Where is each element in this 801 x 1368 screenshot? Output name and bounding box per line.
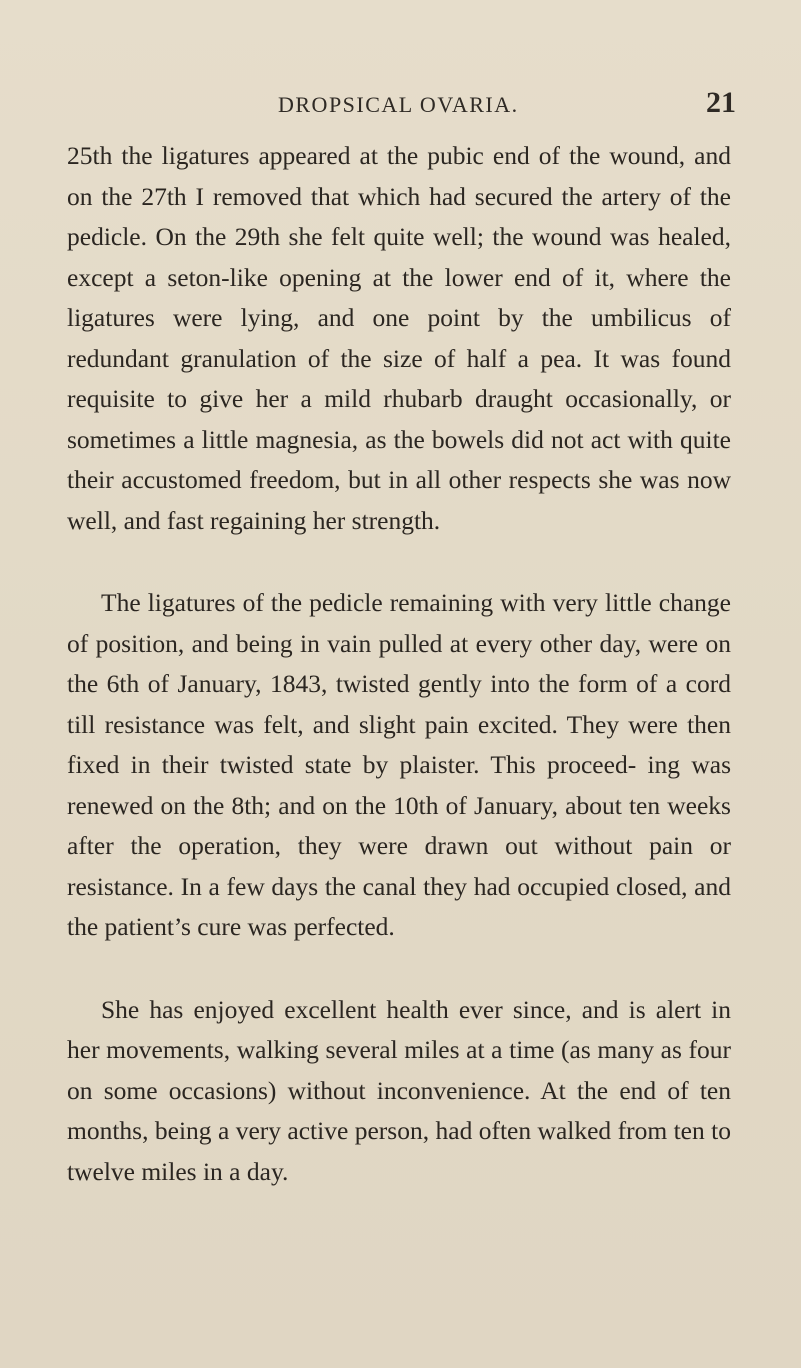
page-number: 21 [706,86,736,119]
paragraph-3: She has enjoyed excellent health ever since, and is alert in her movements, walking several miles at a time (as many as four on some occasions) without inconvenience. At the end of ten months, being a very active person, had often walked from ten to twelve miles in a day. [67,994,731,1186]
body-text [67,136,731,1192]
running-title: DROPSICAL OVARIA. [278,92,519,117]
running-head [0,88,801,122]
paragraph-2: The ligatures of the pedicle remaining with very little change of position, and being in vain pulled at every other day, were on the 6th of January, 1843, twisted gently into the form of a cord till resistance was felt, and slight pain excited. They were then fixed in their twisted state by plaister. This proceed- ing was renewed on the 8th; and on the 10th of January, about ten weeks after the operation, they were drawn out without pain or resistance. In a few days the canal they had occupied closed, and the patient’s cure was perfected. [67,588,731,941]
paragraph-1: 25th the ligatures appeared at the pubic end of the wound, and on the 27th I removed that which had secured the artery of the pedicle. On the 29th she felt quite well; the wound was healed, except a seton-like opening at the lower end of it, where the ligatures were lying, and one point by the umbilicus of redundant granulation of the size of half a pea. It was found requisite to give her a mild rhubarb draught occasionally, or sometimes a little magnesia, as the bowels did not act with quite their accustomed freedom, but in all other respects she was now well, and fast regaining her strength. [67,141,731,535]
